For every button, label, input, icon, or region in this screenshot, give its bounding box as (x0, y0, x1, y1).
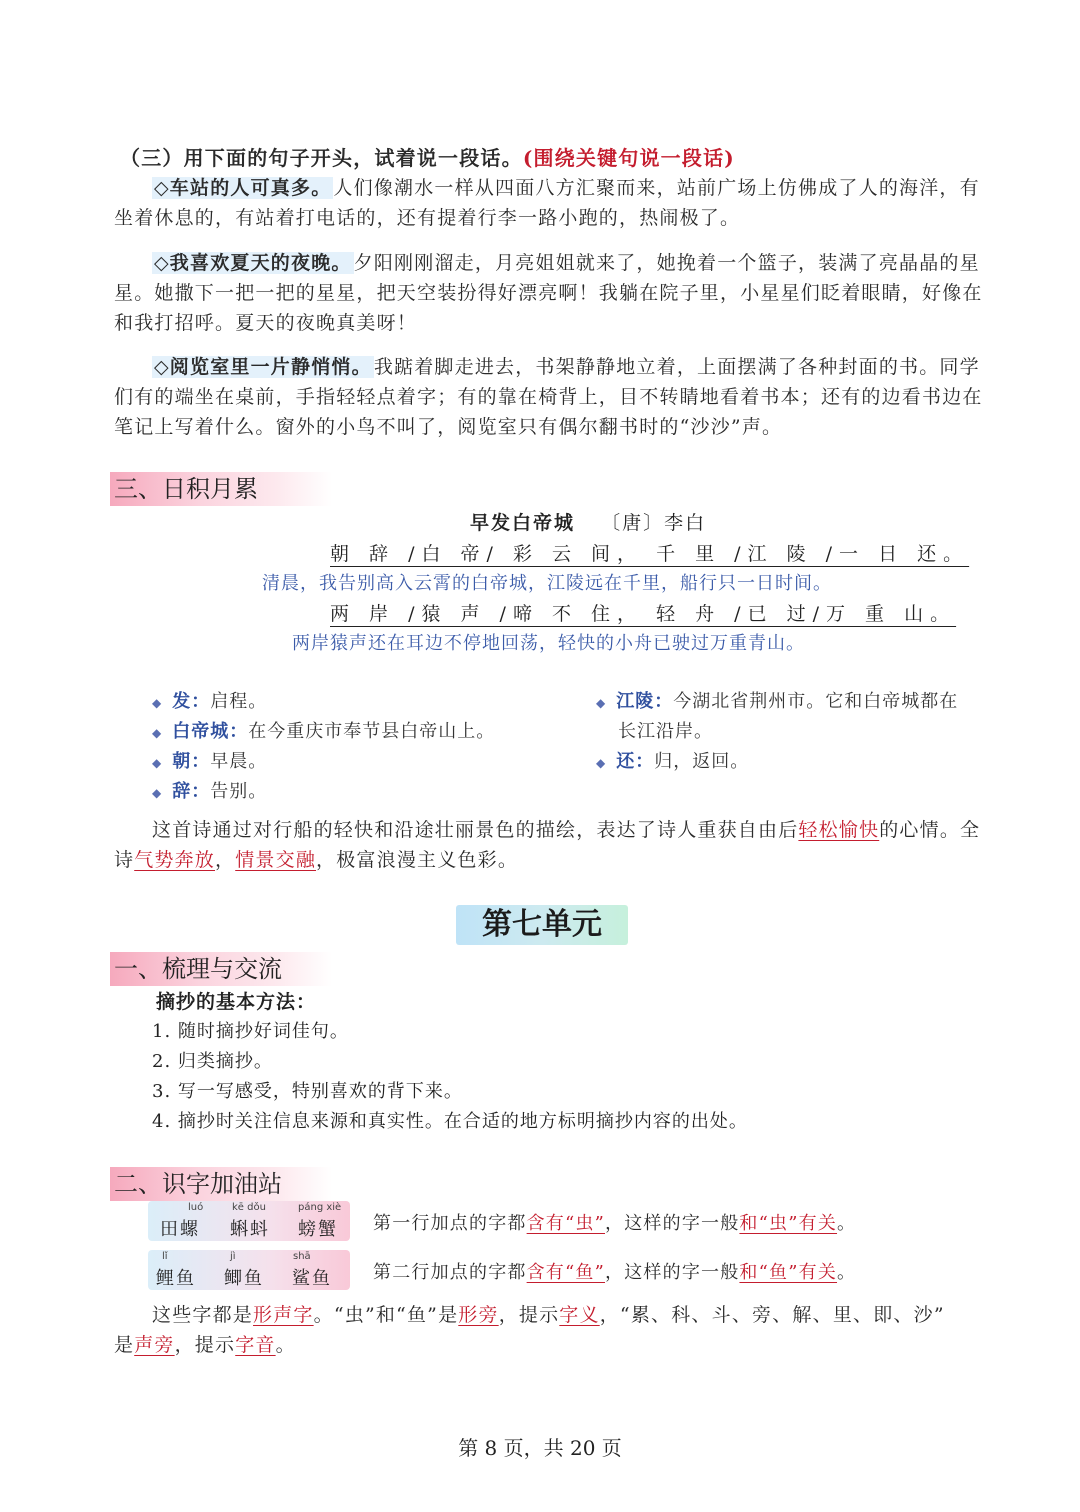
unit-title: 第七单元 (456, 905, 628, 945)
row1-explanation: 第一行加点的字都含有“虫”，这样的字一般和“虫”有关。 (373, 1213, 857, 1234)
word-liyu: 鲤鱼 (156, 1268, 196, 1289)
note-jiangling: ◆ 江陵：今湖北省荆州市。它和白帝城都在 (596, 691, 959, 712)
poem-title: 早发白帝城 (470, 512, 576, 534)
word-pangxie: 螃蟹 (298, 1219, 338, 1240)
paragraph-reading-room-line2: 们有的端坐在桌前，手指轻轻点着字；有的靠在椅背上，目不转睛地看着书本；还有的边看书边在 (114, 386, 983, 408)
word-tianluo: 田螺 (160, 1219, 200, 1240)
word-shayu: 鲨鱼 (292, 1268, 332, 1289)
paragraph-reading-room-line3: 笔记上写着什么。窗外的小鸟不叫了，阅览室只有偶尔翻书时的“沙沙”声。 (114, 416, 783, 438)
poem-translation-1: 清晨，我告别高入云霄的白帝城，江陵远在千里，船行只一日时间。 (262, 573, 832, 594)
word-box-fish: lǐ jì shā 鲤鱼 鲫鱼 鲨鱼 (148, 1250, 350, 1290)
poem-summary-line2: 诗气势奔放，情景交融，极富浪漫主义色彩。 (114, 849, 519, 871)
paragraph-summer-night-line2: 星。她撒下一把一把的星星，把天空装扮得好漂亮啊！我躺在院子里，小星星们眨着眼睛，好像在 (114, 282, 983, 304)
row2-explanation: 第二行加点的字都含有“鱼”，这样的字一般和“鱼”有关。 (373, 1262, 857, 1283)
word-box-insects: luó kē dǒu páng xiè 田螺 蝌蚪 螃蟹 (148, 1201, 350, 1241)
note-baidicheng: ◆ 白帝城：在今重庆市奉节县白帝山上。 (152, 721, 496, 742)
method-item-3: 3. 写一写感受，特别喜欢的背下来。 (152, 1081, 463, 1102)
poem-translation-2: 两岸猿声还在耳边不停地回荡，轻快的小舟已驶过万重青山。 (292, 633, 805, 654)
final-paragraph-line2: 是声旁，提示字音。 (114, 1334, 296, 1356)
methods-title: 摘抄的基本方法： (156, 991, 317, 1013)
diamond-bullet-icon: ◆ (152, 786, 163, 800)
poem-author: 〔唐〕李白 (601, 512, 707, 534)
diamond-bullet-icon: ◆ (152, 726, 163, 740)
method-item-1: 1. 随时摘抄好词佳句。 (152, 1021, 349, 1042)
paragraph-summer-night-line3: 和我打招呼。夏天的夜晚真美呀！ (114, 312, 418, 334)
note-jiangling-line2: 长江沿岸。 (618, 721, 713, 742)
part3-heading: （三）用下面的句子开头，试着说一段话。(围绕关键句说一段话) (120, 146, 735, 170)
diamond-bullet-icon: ◆ (596, 756, 607, 770)
section-heading-shizi: 二、识字加油站 (110, 1167, 332, 1201)
paragraph-reading-room: ◇阅览室里一片静悄悄。 我踮着脚走进去，书架静静地立着，上面摆满了各种封面的书。同学 (154, 356, 980, 378)
note-zhao: ◆ 朝：早晨。 (152, 751, 268, 772)
method-item-4: 4. 摘抄时关注信息来源和真实性。在合适的地方标明摘抄内容的出处。 (152, 1111, 748, 1132)
section-heading-rijiyuelei: 三、日积月累 (110, 472, 332, 506)
diamond-bullet-icon: ◆ (152, 696, 163, 710)
note-huan: ◆ 还：归，返回。 (596, 751, 750, 772)
word-jiyu: 鲫鱼 (224, 1268, 264, 1289)
paragraph-station: ◇车站的人可真多。 人们像潮水一样从四面八方汇聚而来，站前广场上仿佛成了人的海洋，有 (154, 177, 980, 199)
word-kedou: 蝌蚪 (230, 1219, 270, 1240)
note-ci: ◆ 辞：告别。 (152, 781, 268, 802)
diamond-bullet-icon: ◆ (596, 696, 607, 710)
method-item-2: 2. 归类摘抄。 (152, 1051, 273, 1072)
final-paragraph: 这些字都是形声字。“虫”和“鱼”是形旁，提示字义，“累、科、斗、旁、解、里、即、沙” (152, 1304, 945, 1326)
paragraph-summer-night: ◇我喜欢夏天的夜晚。 夕阳刚刚溜走，月亮姐姐就来了，她挽着一个篮子，装满了亮晶晶的星 (154, 252, 980, 274)
poem-line-1: 朝 辞 /白 帝/ 彩 云 间， 千 里 /江 陵 /一 日 还。 (330, 543, 970, 565)
poem-line-2: 两 岸 /猿 声 /啼 不 住， 轻 舟 /已 过/万 重 山。 (330, 603, 957, 625)
paragraph-station-line2: 坐着休息的，有站着打电话的，还有提着行李一路小跑的，热闹极了。 (114, 207, 741, 229)
section-heading-shuli: 一、梳理与交流 (110, 952, 332, 986)
poem-title-line (470, 508, 706, 535)
page-footer: 第 8 页，共 20 页 (458, 1436, 622, 1460)
note-fa: ◆ 发：启程。 (152, 691, 268, 712)
poem-summary: 这首诗通过对行船的轻快和沿途壮丽景色的描绘，表达了诗人重获自由后轻松愉快的心情。全 (152, 819, 981, 841)
diamond-bullet-icon: ◆ (152, 756, 163, 770)
